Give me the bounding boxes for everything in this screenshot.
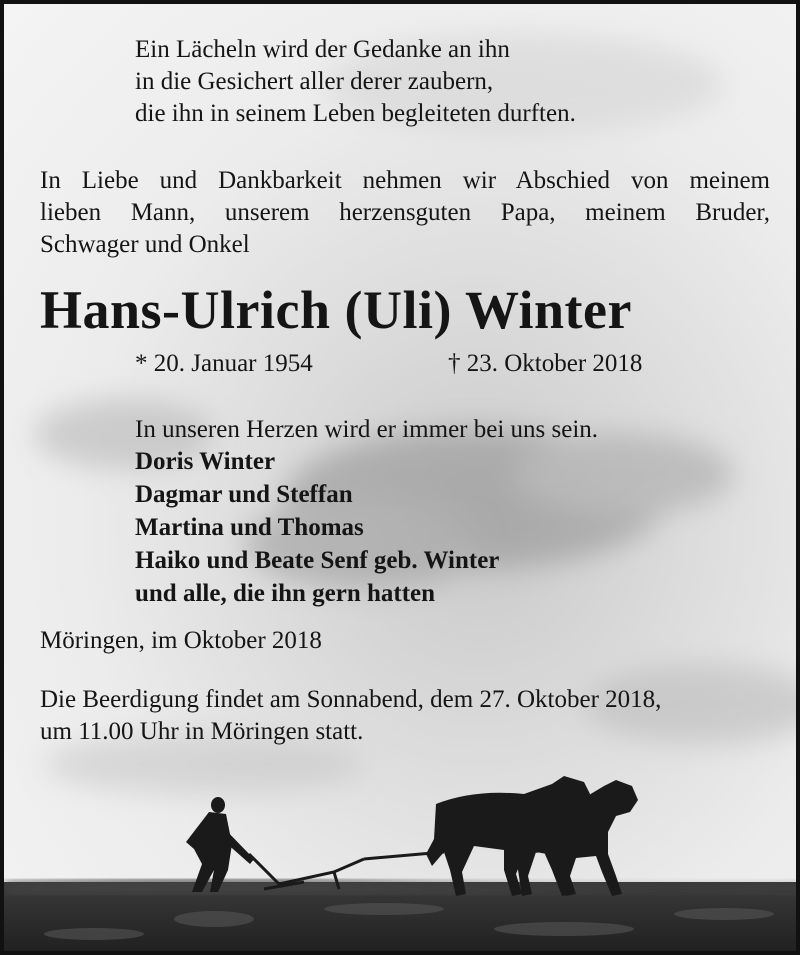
funeral-line: Die Beerdigung findet am Sonnabend, dem 27. Oktober 2018, xyxy=(40,686,662,713)
intro-line: Schwager und Onkel xyxy=(40,231,250,258)
obituary-text xyxy=(4,4,800,955)
poem-line: die ihn in seinem Leben begleiteten durften. xyxy=(135,100,576,127)
poem xyxy=(135,34,576,130)
intro-line: lieben Mann, unserem herzensguten Papa, meinem Bruder, xyxy=(40,199,770,226)
deceased-name: Hans-Ulrich (Uli) Winter xyxy=(40,280,632,340)
family-member: Dagmar und Steffan xyxy=(135,481,353,508)
memorial-line: In unseren Herzen wird er immer bei uns sein. xyxy=(135,416,599,443)
place-date: Möringen, im Oktober 2018 xyxy=(40,627,322,654)
intro-paragraph xyxy=(40,165,770,261)
birth-date: * 20. Januar 1954 xyxy=(135,350,313,377)
family-member: Martina und Thomas xyxy=(135,514,364,541)
death-date: † 23. Oktober 2018 xyxy=(448,350,643,377)
family-member: Haiko und Beate Senf geb. Winter xyxy=(135,547,500,574)
funeral-notice xyxy=(40,684,661,748)
poem-line: Ein Lächeln wird der Gedanke an ihn xyxy=(135,36,510,63)
funeral-line: um 11.00 Uhr in Möringen statt. xyxy=(40,718,364,745)
family-member: Doris Winter xyxy=(135,448,276,475)
intro-line: In Liebe und Dankbarkeit nehmen wir Abschied von meinem xyxy=(40,167,770,194)
family-member: und alle, die ihn gern hatten xyxy=(135,580,436,607)
poem-line: in die Gesichert aller derer zaubern, xyxy=(135,68,494,95)
